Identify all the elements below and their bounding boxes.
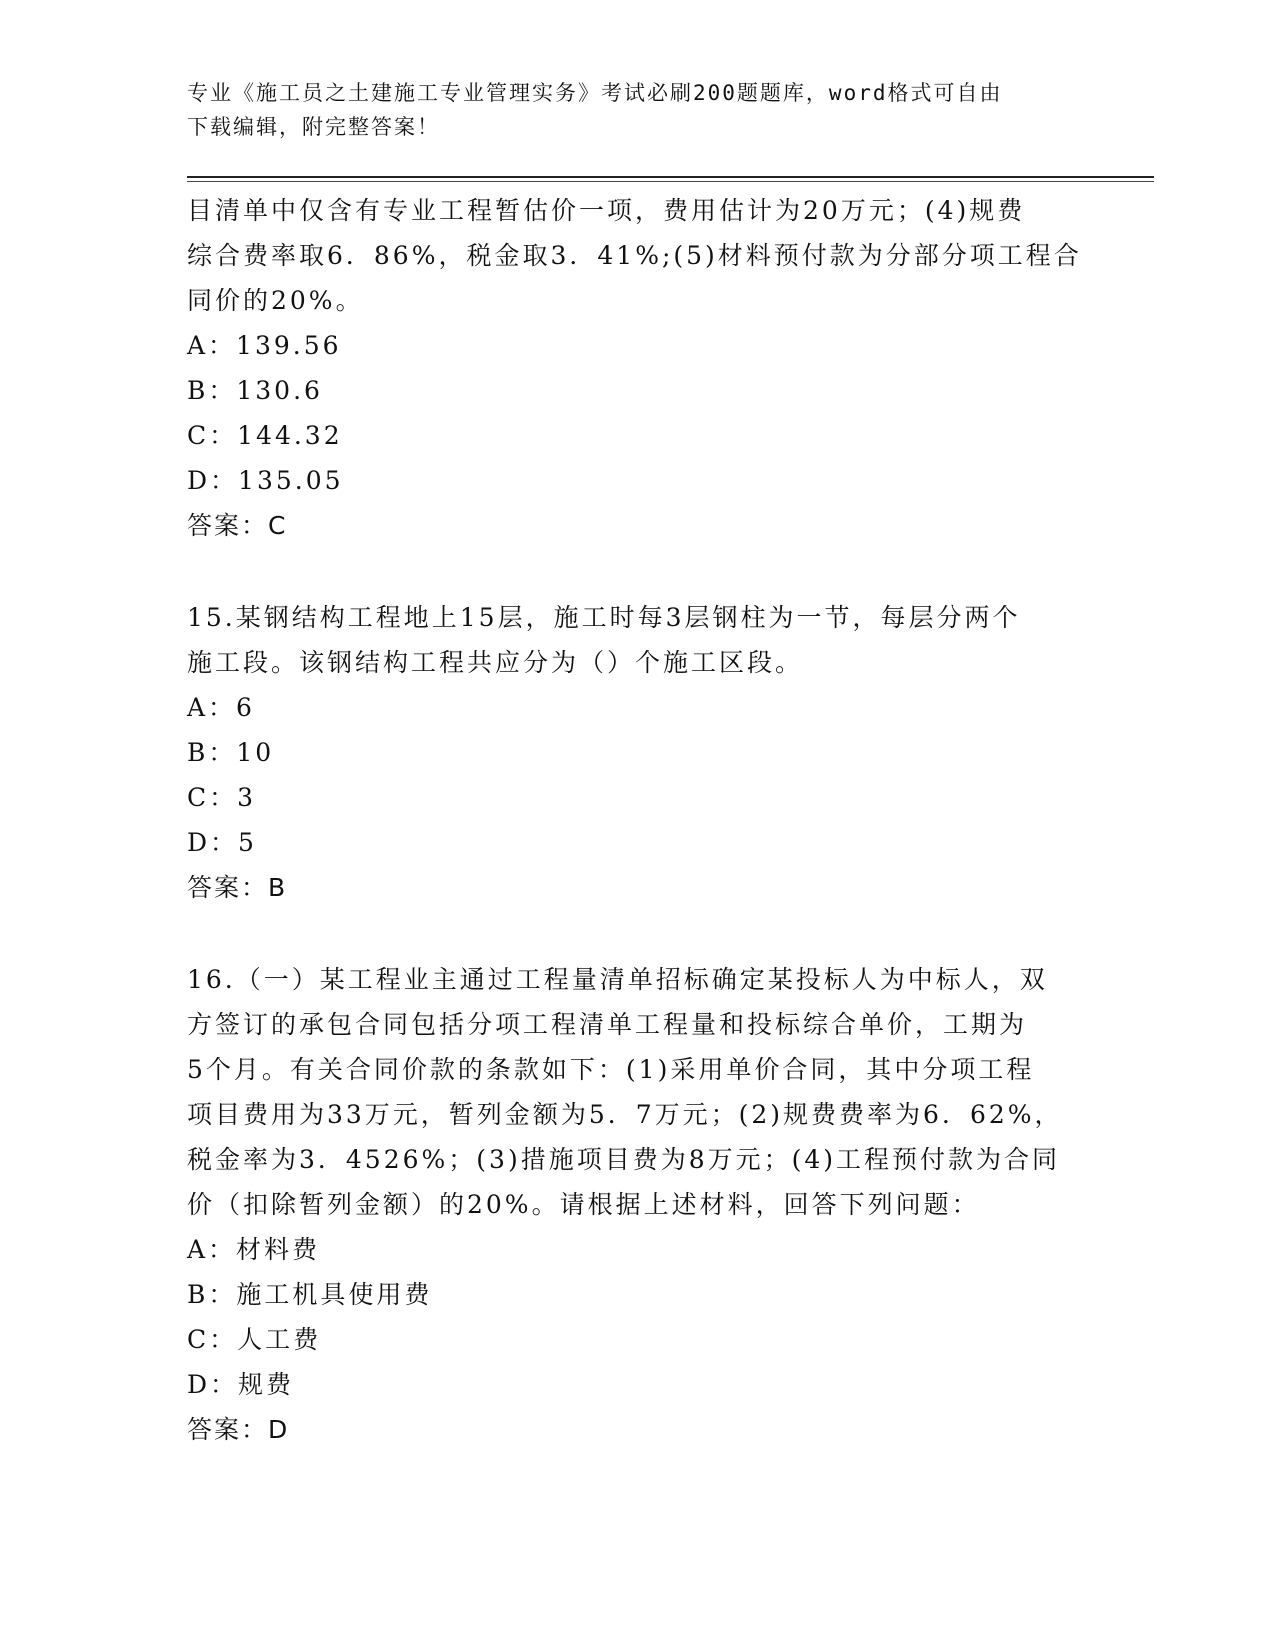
option-b: B：施工机具使用费 <box>187 1280 433 1309</box>
question-15 <box>187 595 1087 910</box>
question-text-line: 税金率为3．4526%；(3)措施项目费为8万元；(4)工程预付款为合同 <box>187 1145 1061 1174</box>
question-14-continued <box>187 188 1087 548</box>
header-line-1: 专业《施工员之土建施工专业管理实务》考试必刷200题题库，word格式可自由 <box>187 81 1003 105</box>
question-gap <box>187 548 1087 595</box>
option-a: A：139.56 <box>187 331 342 360</box>
option-c: C：人工费 <box>187 1325 322 1354</box>
option-d: D：5 <box>187 828 257 857</box>
question-text-line: 综合费率取6．86%，税金取3．41%;(5)材料预付款为分部分项工程合 <box>187 241 1082 270</box>
option-c: C：3 <box>187 783 257 812</box>
question-text-line: 目清单中仅含有专业工程暂估价一项，费用估计为20万元；(4)规费 <box>187 196 1026 225</box>
question-text-line: 16.（一）某工程业主通过工程量清单招标确定某投标人为中标人，双 <box>187 965 1048 994</box>
question-gap <box>187 910 1087 957</box>
option-a: A：6 <box>187 693 255 722</box>
question-text-line: 价（扣除暂列金额）的20%。请根据上述材料，回答下列问题： <box>187 1190 980 1219</box>
answer-line: 答案：D <box>187 1415 290 1444</box>
question-text-line: 施工段。该钢结构工程共应分为（）个施工区段。 <box>187 648 804 677</box>
document-body <box>187 188 1087 1452</box>
option-b: B：10 <box>187 738 275 767</box>
option-d: D：规费 <box>187 1370 295 1399</box>
question-text-line: 5个月。有关合同价款的条款如下：(1)采用单价合同，其中分项工程 <box>187 1055 1035 1084</box>
document-header <box>187 76 1087 144</box>
question-text-line: 15.某钢结构工程地上15层，施工时每3层钢柱为一节，每层分两个 <box>187 603 1021 632</box>
header-line-2: 下载编辑，附完整答案！ <box>187 115 440 139</box>
question-text-line: 同价的20%。 <box>187 286 364 315</box>
option-d: D：135.05 <box>187 466 344 495</box>
answer-line: 答案：C <box>187 511 288 540</box>
header-divider-thick <box>187 176 1154 178</box>
question-text-line: 项目费用为33万元，暂列金额为5．7万元；(2)规费费率为6．62%， <box>187 1100 1063 1129</box>
option-a: A：材料费 <box>187 1235 321 1264</box>
answer-line: 答案：B <box>187 873 288 902</box>
question-16 <box>187 957 1087 1452</box>
question-text-line: 方签订的承包合同包括分项工程清单工程量和投标综合单价，工期为 <box>187 1010 1028 1039</box>
option-c: C：144.32 <box>187 421 343 450</box>
header-divider-thin <box>187 181 1154 182</box>
option-b: B：130.6 <box>187 376 323 405</box>
